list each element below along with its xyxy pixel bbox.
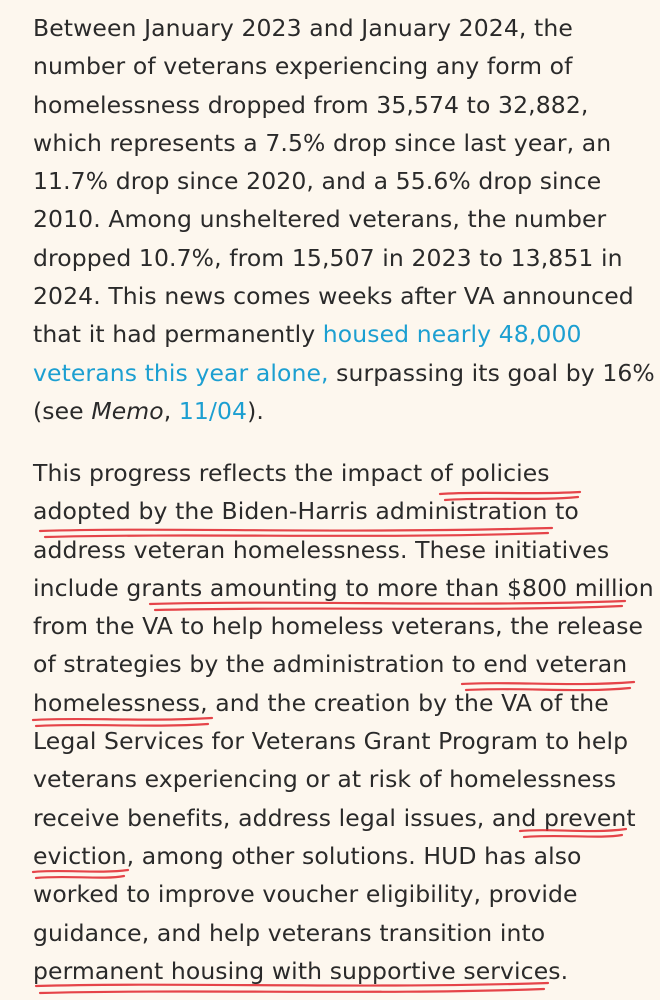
text-line	[33, 315, 653, 353]
text-line: from the VA to help homeless veterans, the release	[33, 612, 644, 641]
text-line: 2010. Among unsheltered veterans, the number	[33, 205, 607, 234]
text-line: veterans experiencing or at risk of homelessness	[33, 765, 617, 794]
paragraph-1	[33, 9, 653, 430]
text-segment: ,	[163, 396, 179, 425]
text-line	[33, 354, 653, 392]
text-segment: surpassing its goal by 16%	[328, 358, 655, 387]
text-line: dropped 10.7%, from 15,507 in 2023 to 13,851 in	[33, 243, 623, 272]
text-line: guidance, and help veterans transition into	[33, 918, 546, 947]
text-line: adopted by the Biden-Harris administration to	[33, 497, 579, 526]
housed-veterans-link[interactable]: housed nearly 48,000	[322, 320, 582, 349]
text-line: homelessness dropped from 35,574 to 32,882,	[33, 90, 589, 119]
text-line: receive benefits, address legal issues, and prevent	[33, 803, 636, 832]
text-line: 2024. This news comes weeks after VA announced	[33, 282, 634, 311]
text-line: eviction, among other solutions. HUD has also	[33, 841, 582, 870]
paragraph-2	[33, 454, 653, 990]
text-line: worked to improve voucher eligibility, provide	[33, 880, 578, 909]
text-line	[33, 392, 653, 430]
text-line: which represents a 7.5% drop since last year, an	[33, 128, 612, 157]
text-segment: that it had permanently	[33, 320, 323, 349]
text-line: Legal Services for Veterans Grant Program to help	[33, 727, 629, 756]
text-line: permanent housing with supportive services.	[33, 956, 569, 985]
memo-date-link[interactable]: 11/04	[178, 396, 248, 425]
memo-title: Memo	[91, 396, 164, 425]
text-line: Between January 2023 and January 2024, the	[33, 14, 573, 42]
text-segment: (see	[33, 396, 92, 425]
text-line: 11.7% drop since 2020, and a 55.6% drop since	[33, 167, 602, 196]
text-line: address veteran homelessness. These initiatives	[33, 535, 610, 564]
housed-veterans-link-continued[interactable]: veterans this year alone,	[33, 358, 329, 387]
text-segment: ).	[247, 396, 264, 425]
text-line: include grants amounting to more than $800 million	[33, 573, 654, 602]
text-line: homelessness, and the creation by the VA of the	[33, 688, 609, 717]
text-line: This progress reflects the impact of policies	[33, 459, 550, 487]
text-line: of strategies by the administration to end veteran	[33, 650, 628, 679]
text-line: number of veterans experiencing any form of	[33, 52, 573, 81]
